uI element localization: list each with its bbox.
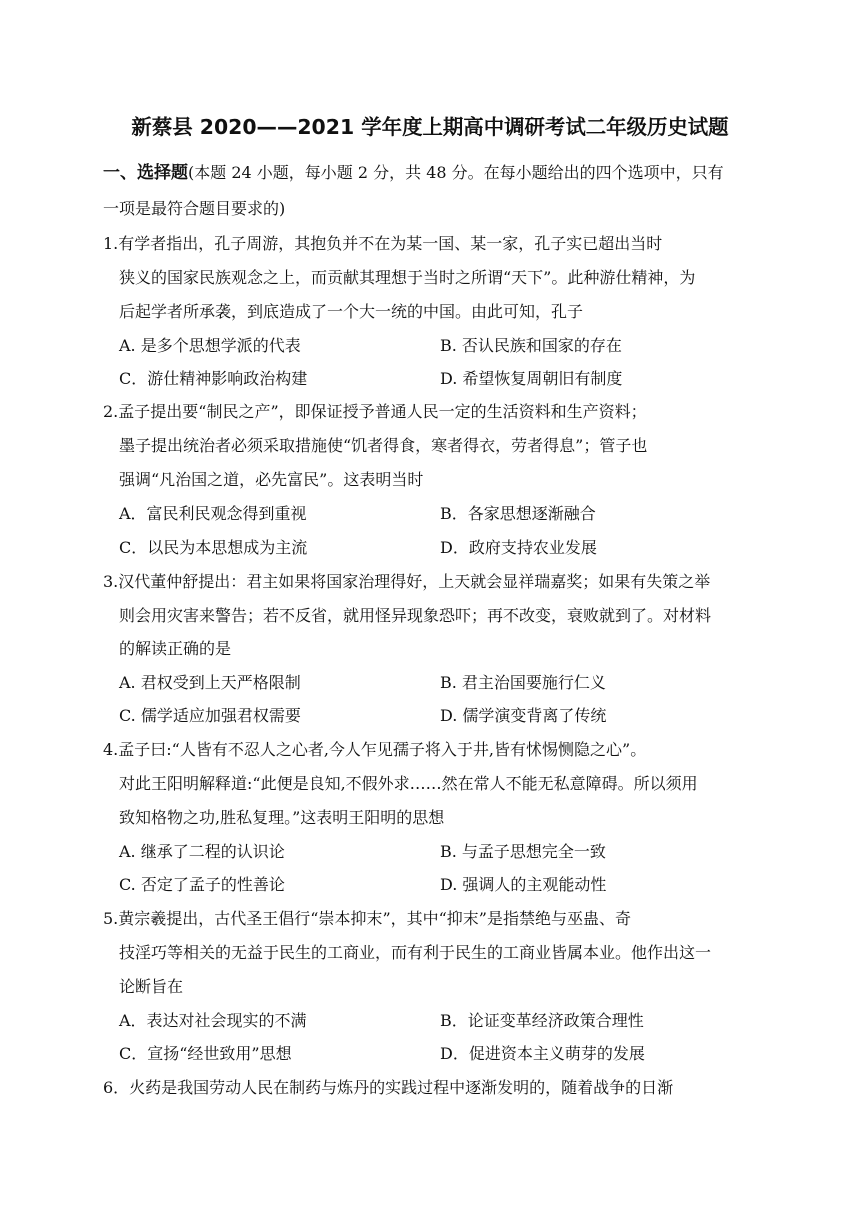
question-5-option-d: D．促进资本主义萌芽的发展 [440, 1044, 645, 1063]
question-4-option-a: A. 继承了二程的认识论 [119, 842, 285, 861]
question-3-option-d: D. 儒学演变背离了传统 [440, 706, 607, 725]
question-2-option-c: C．以民为本思想成为主流 [119, 538, 308, 557]
question-1-option-b: B. 否认民族和国家的存在 [440, 336, 622, 355]
question-2-line-2: 墨子提出统治者必须采取措施使“饥者得食，寒者得衣，劳者得息”；管子也 [119, 436, 648, 455]
question-3-option-c: C. 儒学适应加强君权需要 [119, 706, 301, 725]
question-3-line-1: 3.汉代董仲舒提出：君主如果将国家治理得好，上天就会显祥瑞嘉奖；如果有失策之举 [103, 572, 711, 591]
question-5-option-b: B．论证变革经济政策合理性 [440, 1011, 644, 1030]
question-5-line-2: 技淫巧等相关的无益于民生的工商业，而有利于民生的工商业皆属本业。他作出这一 [119, 943, 712, 962]
question-5-option-c: C．宣扬“经世致用”思想 [119, 1044, 292, 1063]
question-3-line-3: 的解读正确的是 [119, 639, 232, 658]
question-2-line-3: 强调“凡治国之道，必先富民”。这表明当时 [119, 470, 424, 489]
question-4-line-2: 对此王阳明解释道:“此便是良知,不假外求……然在常人不能无私意障碍。所以须用 [119, 774, 698, 793]
question-2-line-1: 2.孟子提出要“制民之产”，即保证授予普通人民一定的生活资料和生产资料； [103, 402, 647, 421]
question-5-line-1: 5.黄宗羲提出，古代圣王倡行“崇本抑末”，其中“抑末”是指禁绝与巫蛊、奇 [103, 909, 631, 928]
question-1-option-a: A. 是多个思想学派的代表 [119, 336, 301, 355]
section-heading: 一、选择题 [103, 163, 188, 183]
page-title: 新蔡县 2020——2021 学年度上期高中调研考试二年级历史试题 [131, 115, 729, 139]
question-4-line-3: 致知格物之功,胜私复理。”这表明王阳明的思想 [119, 808, 445, 827]
question-6-line-1: 6．火药是我国劳动人民在制药与炼丹的实践过程中逐渐发明的，随着战争的日渐 [103, 1078, 674, 1097]
section-instruction-line-2: 一项是最符合题目要求的) [103, 199, 286, 218]
section-instruction-text: (本题 24 小题，每小题 2 分，共 48 分。在每小题给出的四个选项中，只有 [188, 163, 724, 182]
question-3-option-b: B. 君主治国要施行仁义 [440, 673, 606, 692]
question-2-option-a: A．富民利民观念得到重视 [119, 504, 307, 523]
question-4-option-c: C. 否定了孟子的性善论 [119, 875, 285, 894]
question-1-line-3: 后起学者所承袭，到底造成了一个大一统的中国。由此可知，孔子 [119, 302, 584, 321]
section-instruction-line-1 [103, 162, 724, 184]
question-1-line-2: 狭义的国家民族观念之上，而贡献其理想于当时之所谓“天下”。此种游仕精神，为 [119, 268, 696, 287]
question-4-option-b: B. 与孟子思想完全一致 [440, 842, 606, 861]
question-1-line-1: 1.有学者指出，孔子周游，其抱负并不在为某一国、某一家，孔子实已超出当时 [103, 234, 663, 253]
question-4-line-1: 4.孟子曰:“人皆有不忍人之心者,今人乍见孺子将入于井,皆有怵惕恻隐之心”。 [103, 740, 647, 759]
question-1-option-d: D. 希望恢复周朝旧有制度 [440, 369, 623, 388]
question-5-line-3: 论断旨在 [119, 977, 184, 996]
question-4-option-d: D. 强调人的主观能动性 [440, 875, 607, 894]
question-2-option-d: D．政府支持农业发展 [440, 538, 597, 557]
question-3-option-a: A. 君权受到上天严格限制 [119, 673, 301, 692]
question-5-option-a: A．表达对社会现实的不满 [119, 1011, 307, 1030]
question-3-line-2: 则会用灾害来警告；若不反省，就用怪异现象恐吓；再不改变，衰败就到了。对材料 [119, 606, 712, 625]
question-2-option-b: B．各家思想逐渐融合 [440, 504, 596, 523]
question-1-option-c: C．游仕精神影响政治构建 [119, 369, 308, 388]
